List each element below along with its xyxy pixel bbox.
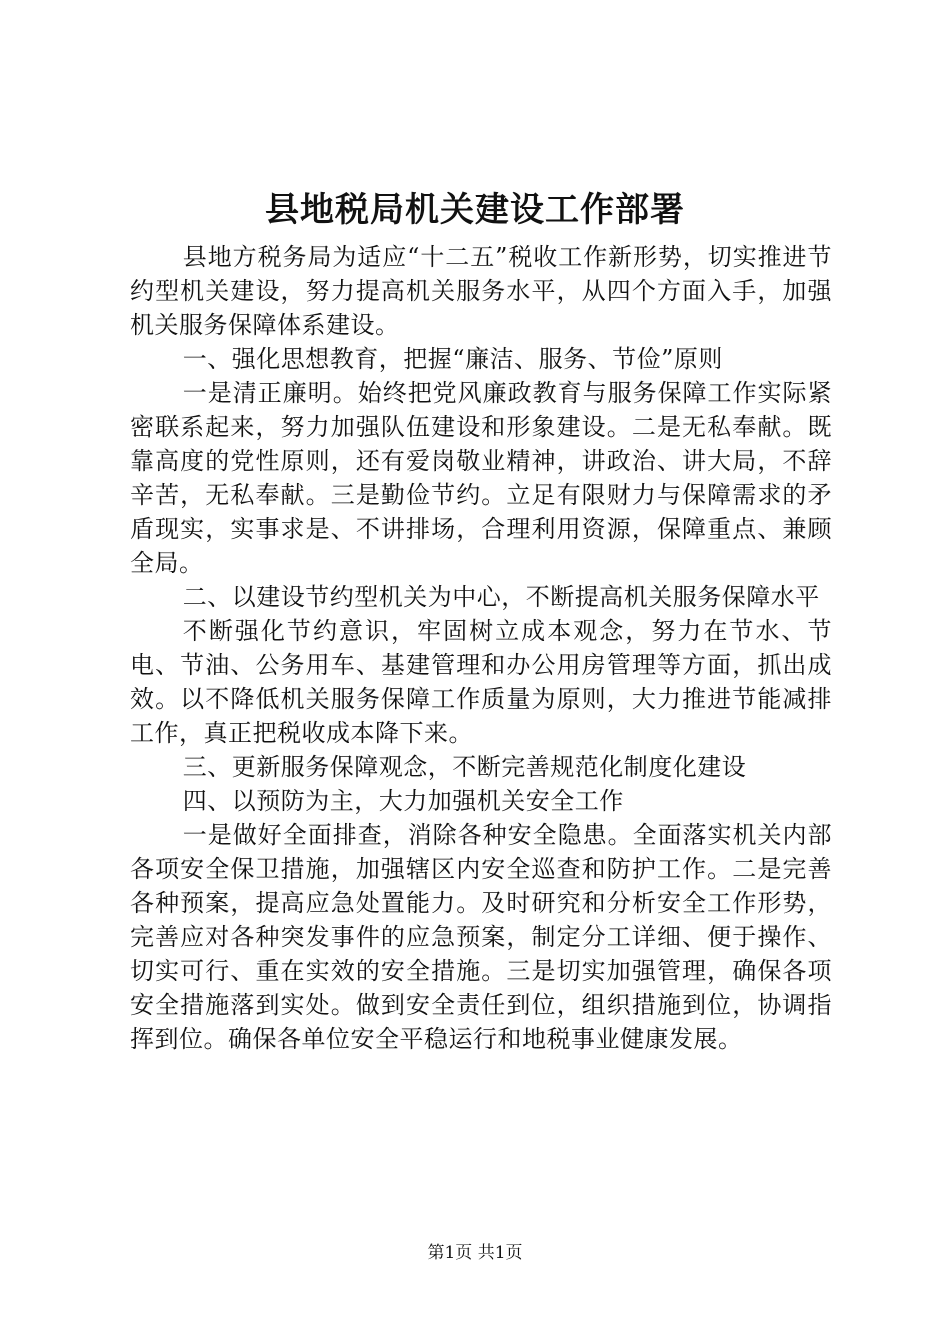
section-1-paragraph: 一是清正廉明。始终把党风廉政教育与服务保障工作实际紧密联系起来，努力加强队伍建设和形象建设。二是无私奉献。既靠高度的党性原则，还有爱岗敬业精神，讲政治、讲大局，不辞辛苦，无私奉献。三是勤俭节约。立足有限财力与保障需求的矛盾现实，实事求是、不讲排场，合理利用资源，保障重点、兼顾全局。 — [130, 379, 832, 577]
section-2-paragraph: 不断强化节约意识，牢固树立成本观念，努力在节水、节电、节油、公务用车、基建管理和办公用房管理等方面，抓出成效。以不降低机关服务保障工作质量为原则，大力推进节能减排工作，真正把税收成本降下来。 — [130, 617, 832, 747]
section-heading-3: 三、更新服务保障观念，不断完善规范化制度化建设 — [182, 753, 747, 781]
page-footer: 第1页 共1页 — [427, 1243, 523, 1263]
section-heading-2: 二、以建设节约型机关为中心，不断提高机关服务保障水平 — [182, 583, 820, 611]
section-heading-4: 四、以预防为主，大力加强机关安全工作 — [182, 787, 624, 815]
section-heading-1: 一、强化思想教育，把握“廉洁、服务、节俭”原则 — [182, 345, 723, 373]
document-title: 县地税局机关建设工作部署 — [265, 190, 685, 230]
section-4-paragraph: 一是做好全面排查，消除各种安全隐患。全面落实机关内部各项安全保卫措施，加强辖区内安全巡查和防护工作。二是完善各种预案，提高应急处置能力。及时研究和分析安全工作形势，完善应对各种突发事件的应急预案，制定分工详细、便于操作、切实可行、重在实效的安全措施。三是切实加强管理，确保各项安全措施落到实处。做到安全责任到位，组织措施到位，协调指挥到位。确保各单位安全平稳运行和地税事业健康发展。 — [130, 821, 832, 1053]
intro-paragraph: 县地方税务局为适应“十二五”税收工作新形势，切实推进节约型机关建设，努力提高机关服务水平，从四个方面入手，加强机关服务保障体系建设。 — [130, 243, 832, 339]
document-body — [130, 240, 832, 1056]
